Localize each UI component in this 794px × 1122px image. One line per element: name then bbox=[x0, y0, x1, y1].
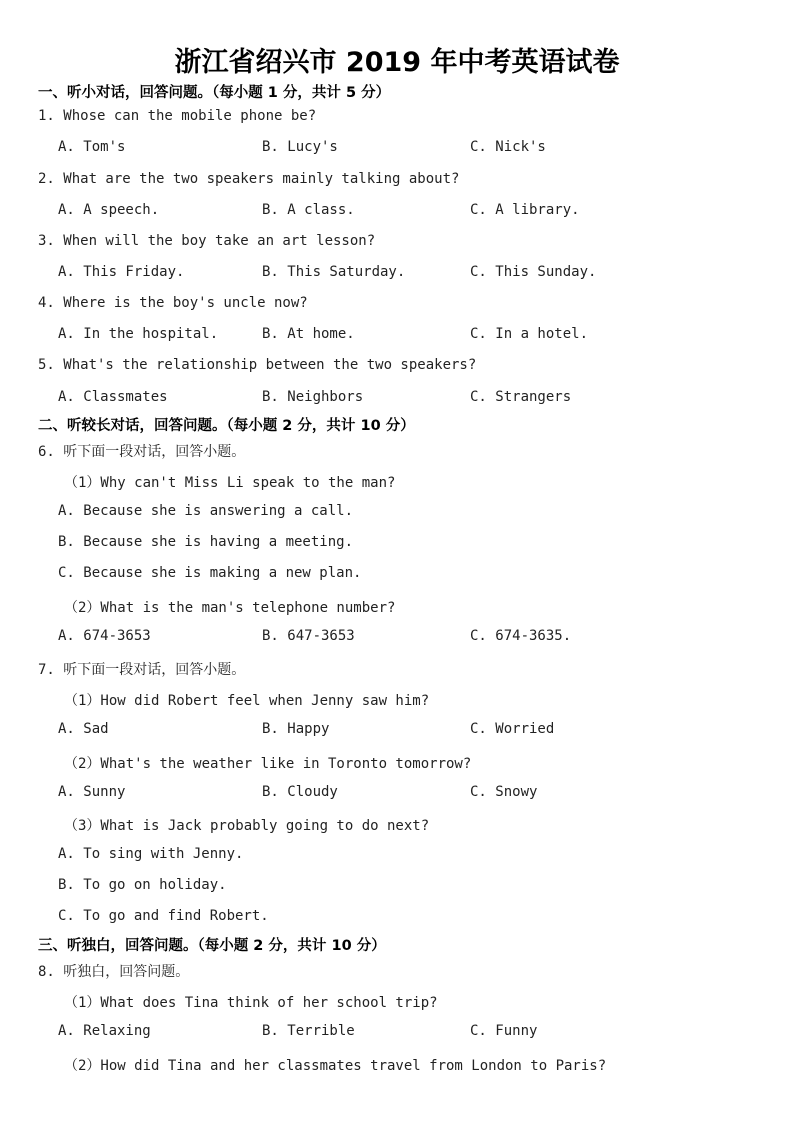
option-a: A. Relaxing bbox=[58, 1023, 151, 1039]
option-c: C. This Sunday. bbox=[470, 264, 597, 280]
option-b: B. Cloudy bbox=[262, 784, 338, 800]
question-4-stem: 4. Where is the boy's uncle now? bbox=[38, 295, 308, 311]
option-a: A. 674-3653 bbox=[58, 628, 151, 644]
page-title: 浙江省绍兴市 2019 年中考英语试卷 bbox=[174, 47, 620, 78]
question-8-2-stem: （2）How did Tina and her classmates travel from London to Paris? bbox=[64, 1058, 607, 1074]
question-2-stem: 2. What are the two speakers mainly talking about? bbox=[38, 171, 460, 187]
option-c: C. 674-3635. bbox=[470, 628, 572, 644]
option-a: A. Tom's bbox=[58, 139, 126, 155]
option-b: B. This Saturday. bbox=[262, 264, 406, 280]
question-1-options bbox=[0, 139, 794, 159]
option-c: C. Strangers bbox=[470, 389, 572, 405]
section-3-heading: 三、听独白，回答问题。（每小题 2 分，共计 10 分） bbox=[38, 938, 386, 954]
section-2-heading: 二、听较长对话，回答问题。（每小题 2 分，共计 10 分） bbox=[38, 418, 415, 434]
question-6-1-option-b: B. Because she is having a meeting. bbox=[58, 534, 354, 550]
option-b: B. A class. bbox=[262, 202, 355, 218]
question-7-stem: 7. 听下面一段对话，回答小题。 bbox=[38, 662, 246, 678]
question-4-options bbox=[0, 326, 794, 346]
question-6-1-stem: （1）Why can't Miss Li speak to the man? bbox=[64, 475, 396, 491]
option-a: A. A speech. bbox=[58, 202, 160, 218]
question-7-3-option-b: B. To go on holiday. bbox=[58, 877, 227, 893]
option-a: A. In the hospital. bbox=[58, 326, 219, 342]
option-b: B. At home. bbox=[262, 326, 355, 342]
question-2-options bbox=[0, 202, 794, 222]
question-7-3-option-a: A. To sing with Jenny. bbox=[58, 846, 244, 862]
question-6-2-options bbox=[0, 628, 794, 648]
question-7-2-stem: （2）What's the weather like in Toronto tomorrow? bbox=[64, 756, 472, 772]
question-6-stem: 6. 听下面一段对话，回答小题。 bbox=[38, 444, 246, 460]
option-c: C. Funny bbox=[470, 1023, 538, 1039]
option-b: B. Lucy's bbox=[262, 139, 338, 155]
option-c: C. Nick's bbox=[470, 139, 546, 155]
question-6-1-option-a: A. Because she is answering a call. bbox=[58, 503, 354, 519]
question-7-3-stem: （3）What is Jack probably going to do next? bbox=[64, 818, 430, 834]
option-a: A. Sunny bbox=[58, 784, 126, 800]
question-5-options bbox=[0, 389, 794, 409]
question-7-3-option-c: C. To go and find Robert. bbox=[58, 908, 269, 924]
option-b: B. 647-3653 bbox=[262, 628, 355, 644]
question-3-stem: 3. When will the boy take an art lesson? bbox=[38, 233, 376, 249]
question-3-options bbox=[0, 264, 794, 284]
option-b: B. Neighbors bbox=[262, 389, 364, 405]
section-1-heading: 一、听小对话，回答问题。（每小题 1 分，共计 5 分） bbox=[38, 85, 391, 101]
question-6-1-option-c: C. Because she is making a new plan. bbox=[58, 565, 362, 581]
question-7-2-options bbox=[0, 784, 794, 804]
option-c: C. Snowy bbox=[470, 784, 538, 800]
question-8-1-options bbox=[0, 1023, 794, 1043]
option-b: B. Happy bbox=[262, 721, 330, 737]
question-6-2-stem: （2）What is the man's telephone number? bbox=[64, 600, 396, 616]
question-7-1-stem: （1）How did Robert feel when Jenny saw him? bbox=[64, 693, 430, 709]
option-c: C. In a hotel. bbox=[470, 326, 589, 342]
question-7-1-options bbox=[0, 721, 794, 741]
option-a: A. Sad bbox=[58, 721, 109, 737]
option-c: C. A library. bbox=[470, 202, 580, 218]
question-1-stem: 1. Whose can the mobile phone be? bbox=[38, 108, 317, 124]
option-a: A. Classmates bbox=[58, 389, 168, 405]
question-8-1-stem: （1）What does Tina think of her school trip? bbox=[64, 995, 438, 1011]
option-a: A. This Friday. bbox=[58, 264, 185, 280]
option-b: B. Terrible bbox=[262, 1023, 355, 1039]
option-c: C. Worried bbox=[470, 721, 555, 737]
question-5-stem: 5. What's the relationship between the two speakers? bbox=[38, 357, 477, 373]
question-8-stem: 8. 听独白，回答问题。 bbox=[38, 964, 190, 980]
